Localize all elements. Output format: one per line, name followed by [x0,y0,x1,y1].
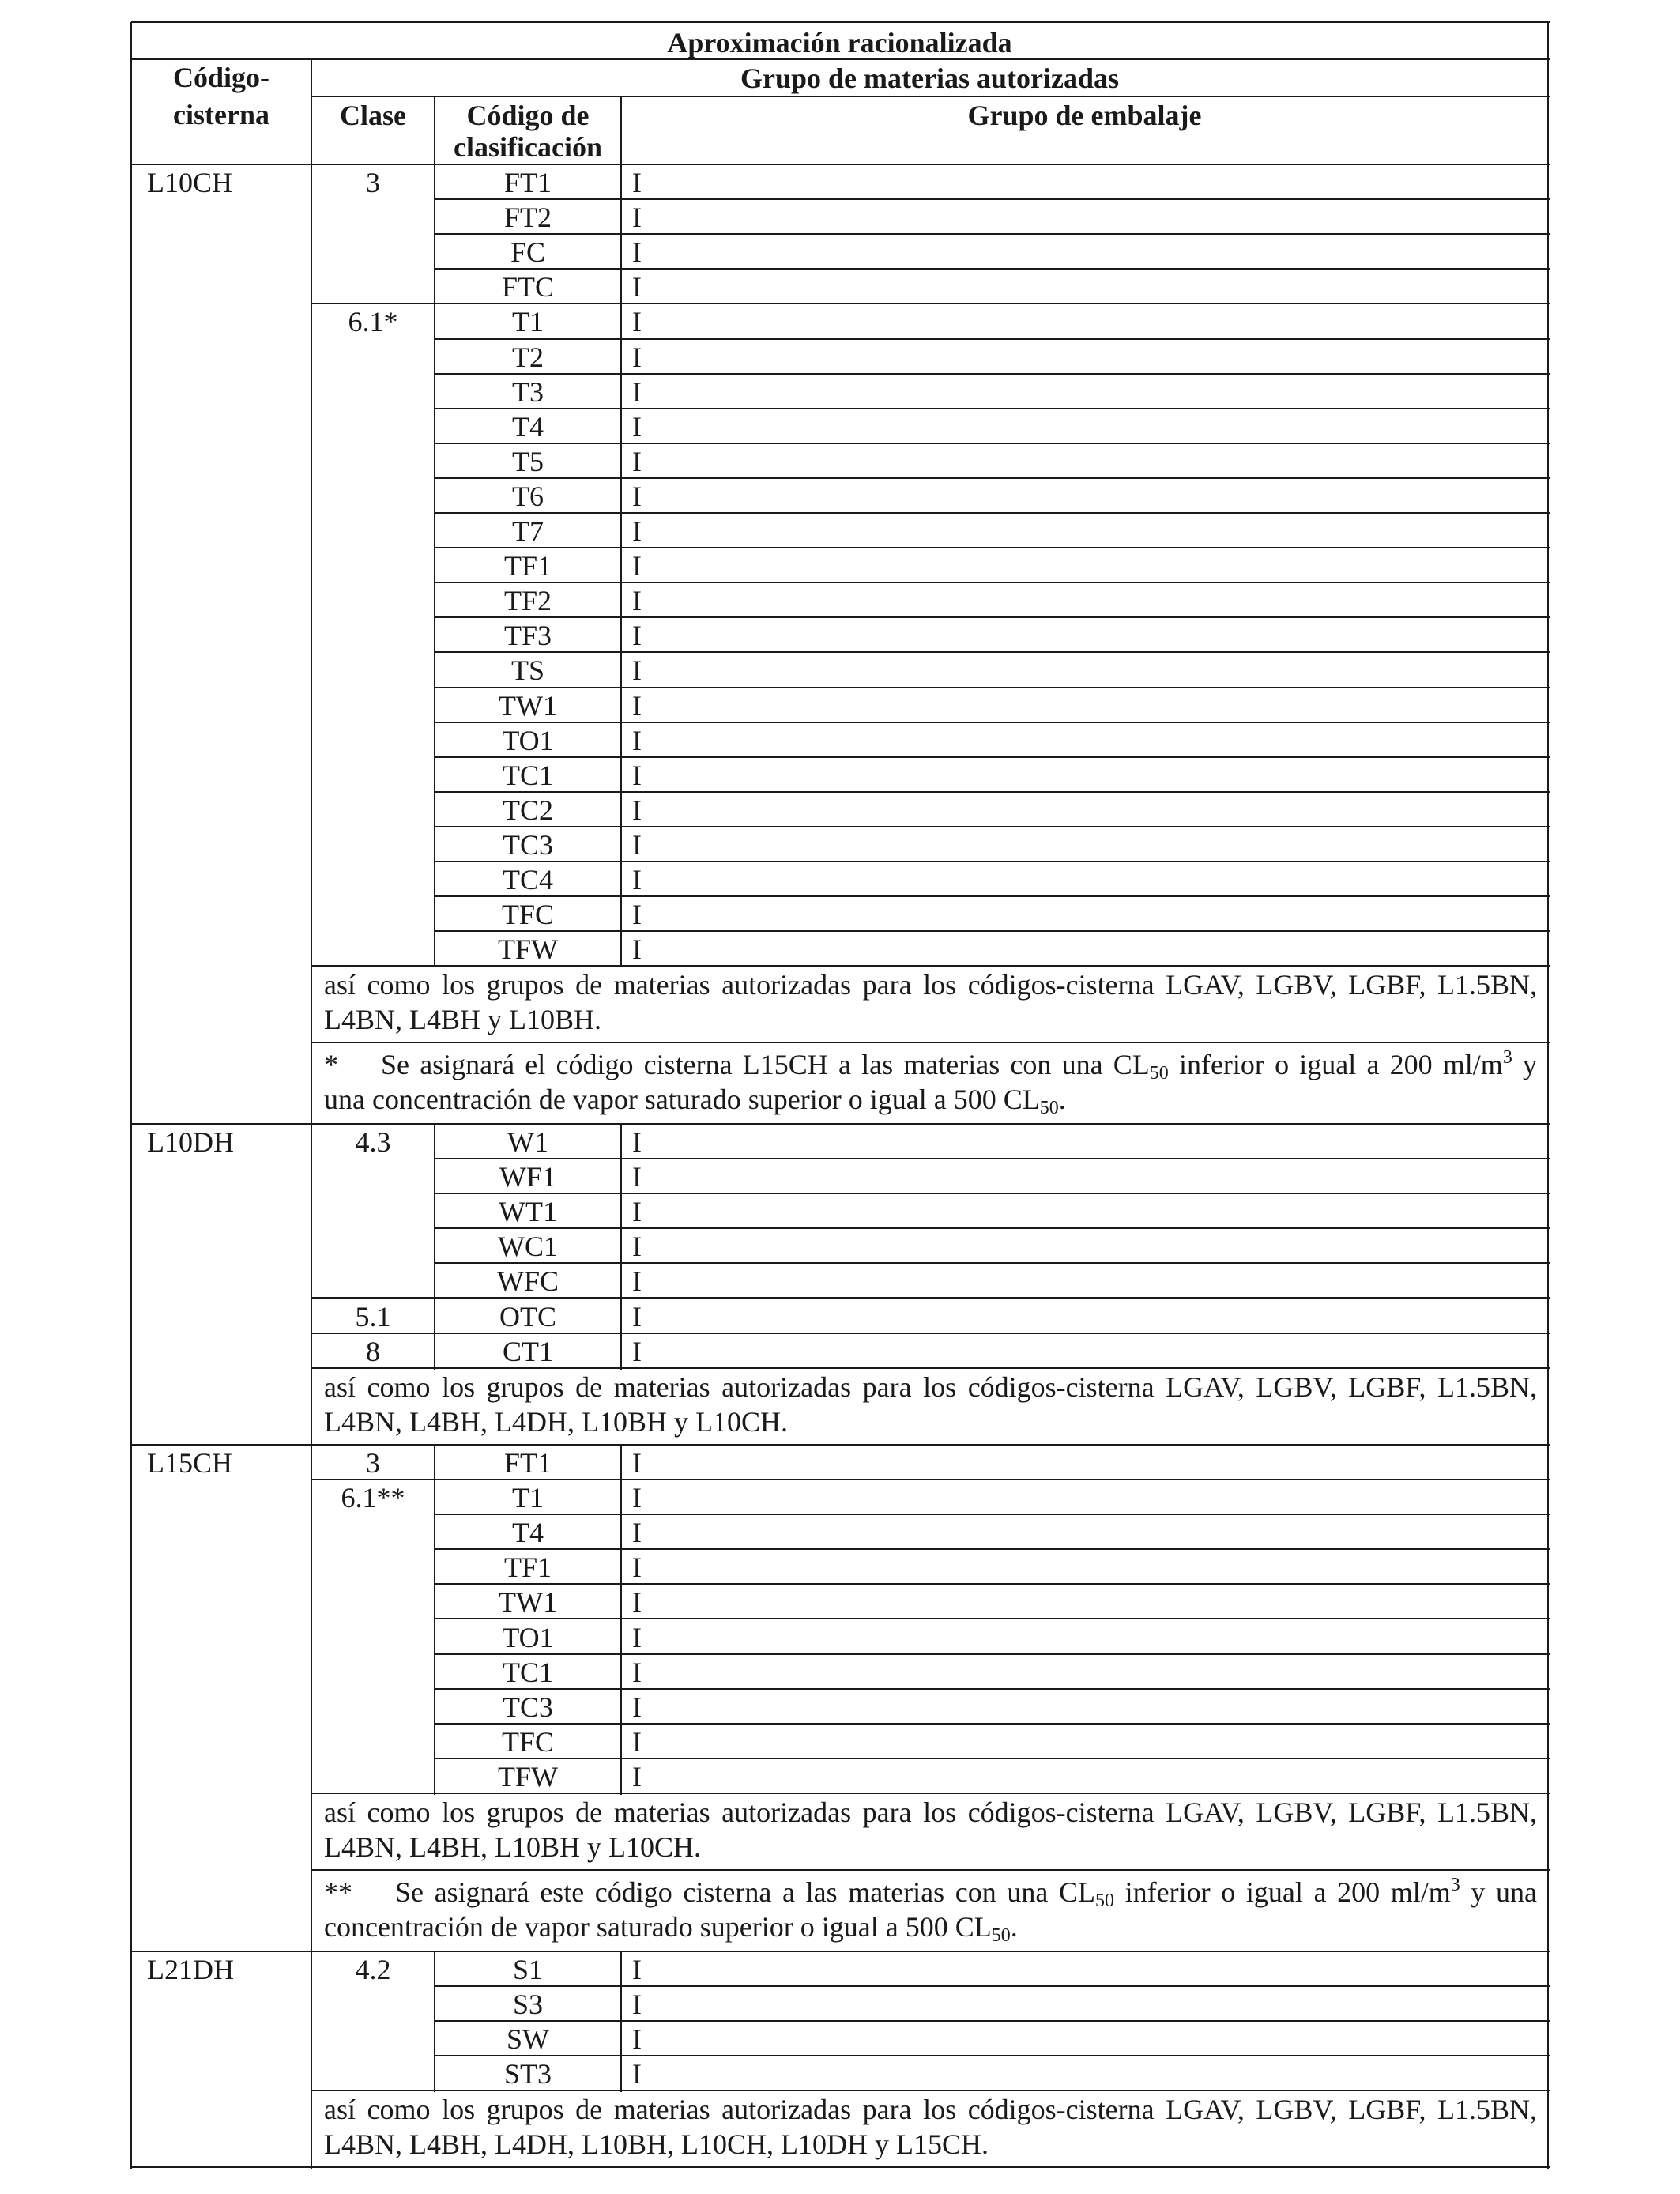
note-line: así como los grupos de materias autorizadas para los códigos-cisterna LGAV, LGBV, LGBF, L1.5BN, [324,969,1537,1001]
footnote-text: inferior o igual a 200 ml/m [1168,1049,1503,1080]
footnote-line-1 [324,1047,1537,1082]
grid-line-vertical [620,1298,622,1335]
packing-group-value: I [632,202,642,234]
classification-code: TC2 [502,794,553,826]
note-line: L4BN, L4BH, L4DH, L10BH, L10CH, L10DH y L15CH. [324,2128,989,2160]
subscript: 50 [991,1925,1011,1946]
grid-line-vertical [434,1951,435,2092]
grid-line-vertical [130,22,132,61]
packing-group-value: I [632,271,642,303]
packing-group-value: I [632,1482,642,1514]
header-tank-code-line-1: Código- [172,62,269,93]
note-line: L4BN, L4BH, L4DH, L10BH y L10CH. [324,1406,788,1438]
packing-group-value: I [632,341,642,373]
packing-group-value: I [632,689,642,722]
section-separator [131,2166,1550,2168]
grid-line-vertical [434,303,435,967]
classification-code: TS [510,654,544,687]
footnote-text: y [1512,1049,1537,1080]
packing-group-value: I [632,1300,642,1333]
grid-line-vertical [311,1951,312,2092]
packing-group-value: I [632,480,642,512]
grid-line-horizontal [311,96,1550,97]
classification-code: FT2 [503,202,552,234]
packing-group-value: I [632,1989,642,2021]
classification-code: WF1 [499,1161,556,1193]
packing-group-value: I [632,2058,642,2090]
packing-group-value: I [632,620,642,652]
classification-code: TFC [501,1725,555,1758]
classification-code: T1 [512,1482,544,1514]
classification-code: T4 [512,1517,544,1549]
header-authorized-group: Grupo de materias autorizadas [740,62,1119,94]
classification-code: TO1 [502,1621,554,1653]
classification-code: S1 [512,1954,544,1985]
packing-group-value: I [632,1586,642,1619]
footnote-text: . [1058,1084,1066,1115]
table-top-border [131,21,1550,23]
grid-line-vertical [620,1333,622,1370]
table-right-border [1547,1124,1549,1446]
packing-group-value: I [632,167,642,198]
packing-group-value: I [632,1231,642,1263]
footnote-line-2 [324,1909,1537,1944]
grid-line-vertical [620,1124,622,1299]
classification-code: TC1 [502,759,553,791]
grid-line-vertical [620,303,622,967]
classification-code: W1 [507,1126,548,1158]
note-line: L4BN, L4BH, L10BH y L10CH. [324,1831,701,1863]
class-value: 3 [366,1447,380,1479]
packing-group-value: I [632,828,642,861]
grid-line-vertical [620,1480,622,1795]
packing-group-value: I [632,724,642,756]
packing-group-value: I [632,1126,642,1158]
superscript: 3 [1502,1047,1512,1068]
classification-code: T4 [512,410,544,443]
table-title: Aproximación racionalizada [667,27,1012,58]
classification-code: T6 [512,480,544,512]
packing-group-value: I [632,1621,642,1653]
packing-group-value: I [632,1954,642,1985]
grid-line-vertical [620,1951,622,2092]
classification-code: T2 [512,341,544,373]
note-separator [311,1869,1550,1871]
classification-code: WFC [496,1265,559,1298]
packing-group-value: I [632,375,642,408]
packing-group-value: I [632,236,642,269]
classification-code: TFW [498,933,558,966]
authorized-groups-note [324,1370,1537,1439]
table-left-border [130,1951,132,2169]
classification-code: T3 [512,375,544,408]
classification-code: FC [510,236,546,269]
class-separator [311,965,1550,967]
classification-code: TFC [501,899,555,931]
classification-code: TFW [498,1760,558,1793]
classification-code: FT1 [503,1447,552,1479]
footnote-line-1 [324,1875,1537,1909]
footnote-mark: * [324,1049,338,1080]
packing-group-value: I [632,794,642,826]
classification-code: FTC [501,271,555,303]
grid-line-vertical [434,96,435,166]
table-right-border [1547,1951,1549,2169]
grid-line-vertical [311,1445,312,1795]
classification-code: FT1 [503,167,552,198]
grid-line-vertical [434,1124,435,1299]
table-left-border [130,1124,132,1446]
grid-line-vertical [620,1445,622,1481]
grid-line-vertical [434,1298,435,1335]
header-tank-code-line-2: cisterna [173,99,269,130]
packing-group-value: I [632,864,642,895]
footnote-text: y una [1460,1876,1537,1908]
packing-group-value: I [632,1656,642,1688]
class-value: 6.1** [341,1482,405,1514]
grid-line-horizontal [131,58,1550,60]
packing-group-value: I [632,1196,642,1228]
packing-group-value: I [632,585,642,617]
header-classification-line-1: Código de [466,100,590,131]
grid-line-vertical [311,164,312,967]
packing-group-value: I [632,550,642,582]
packing-group-value: I [632,1725,642,1758]
classification-code: TC3 [502,1691,553,1723]
tank-code: L10CH [147,167,232,198]
grid-line-vertical [311,1124,312,1370]
table-left-border [130,164,132,1125]
class-separator [311,2090,1550,2091]
class-value: 6.1* [348,306,398,338]
classification-code: TC4 [502,864,553,895]
table-left-border [130,1445,132,1953]
packing-group-value: I [632,1760,642,1793]
footnote-text: Se asignará este código cisterna a las materias con una CL [395,1876,1096,1908]
class-value: 5.1 [355,1300,391,1333]
header-classification-line-2: clasificación [454,131,602,163]
grid-line-vertical [1547,22,1549,166]
note-line: así como los grupos de materias autorizadas para los códigos-cisterna LGAV, LGBV, LGBF, L1.5BN, [324,1796,1537,1828]
packing-group-value: I [632,1551,642,1584]
class-value: 4.2 [355,1954,391,1985]
grid-line-vertical [434,164,435,305]
classification-code: TF1 [503,1551,552,1584]
packing-group-value: I [632,1265,642,1298]
classification-code: WC1 [498,1231,558,1263]
table-right-border [1547,1445,1549,1953]
classification-code: SW [507,2023,549,2056]
footnote-text: . [1010,1911,1018,1943]
class-separator [311,1793,1550,1794]
packing-group-value: I [632,759,642,791]
footnote-text: una concentración de vapor saturado superior o igual a 500 CL [324,1084,1040,1115]
classification-code: TW1 [499,1586,557,1619]
footnote-text: Se asignará el código cisterna L15CH a las materias con una CL [381,1049,1150,1080]
tank-code: L21DH [147,1954,234,1985]
class-value: 3 [366,167,380,198]
packing-group-value: I [632,1691,642,1723]
classification-code: TC1 [502,1656,553,1688]
classification-code: OTC [499,1300,556,1333]
note-line: L4BN, L4BH y L10BH. [324,1004,601,1035]
footnote [324,1875,1537,1944]
authorized-groups-note [324,1795,1537,1864]
class-value: 8 [366,1335,380,1367]
classification-code: CT1 [502,1335,553,1367]
classification-code: TW1 [499,689,557,722]
packing-group-value: I [632,1161,642,1193]
packing-group-value: I [632,1447,642,1479]
authorized-groups-note [324,967,1537,1037]
packing-group-value: I [632,899,642,931]
class-value: 4.3 [355,1126,391,1158]
classification-code: S3 [512,1989,544,2021]
tank-code: L10DH [147,1126,234,1158]
authorized-groups-note [324,2092,1537,2162]
grid-line-vertical [311,2090,312,2169]
grid-line-vertical [311,966,312,1125]
grid-line-vertical [434,1445,435,1481]
classification-code: T1 [512,306,544,338]
packing-group-value: I [632,1335,642,1367]
grid-line-vertical [620,96,622,166]
note-separator [311,1042,1550,1043]
superscript: 3 [1450,1875,1460,1895]
note-line: así como los grupos de materias autorizadas para los códigos-cisterna LGAV, LGBV, LGBF, L1.5BN, [324,2094,1537,2125]
tank-code: L15CH [147,1447,232,1479]
footnote [324,1047,1537,1117]
packing-group-value: I [632,654,642,687]
header-packing-group: Grupo de embalaje [967,100,1202,131]
grid-line-vertical [434,1333,435,1370]
packing-group-value: I [632,2023,642,2056]
subscript: 50 [1095,1891,1115,1909]
footnote-text: inferior o igual a 200 ml/m [1114,1876,1451,1908]
classification-code: T7 [512,515,544,547]
classification-code: TF2 [503,585,552,617]
class-separator [311,1367,1550,1369]
grid-line-vertical [434,1480,435,1795]
classification-code: T5 [512,445,544,477]
footnote-mark: ** [324,1876,352,1908]
classification-code: TO1 [502,724,554,756]
packing-group-value: I [632,933,642,966]
footnote-text: concentración de vapor saturado superior o igual a 500 CL [324,1911,992,1943]
classification-code: ST3 [503,2058,552,2090]
note-line: así como los grupos de materias autorizadas para los códigos-cisterna LGAV, LGBV, LGBF, L1.5BN, [324,1371,1537,1403]
classification-code: TF1 [503,550,552,582]
packing-group-value: I [632,1517,642,1549]
grid-line-vertical [620,164,622,305]
classification-code: TC3 [502,828,553,861]
grid-line-vertical [311,59,312,166]
classification-code: TF3 [503,620,552,652]
grid-line-vertical [311,1793,312,1953]
subscript: 50 [1149,1063,1169,1082]
table-right-border [1547,164,1549,1125]
packing-group-value: I [632,306,642,338]
grid-line-vertical [311,1368,312,1446]
header-class: Clase [340,100,406,131]
packing-group-value: I [632,410,642,443]
packing-group-value: I [632,445,642,477]
grid-line-vertical [130,59,132,166]
packing-group-value: I [632,515,642,547]
footnote-line-2 [324,1082,1537,1117]
classification-code: WT1 [499,1196,557,1228]
subscript: 50 [1039,1098,1059,1118]
